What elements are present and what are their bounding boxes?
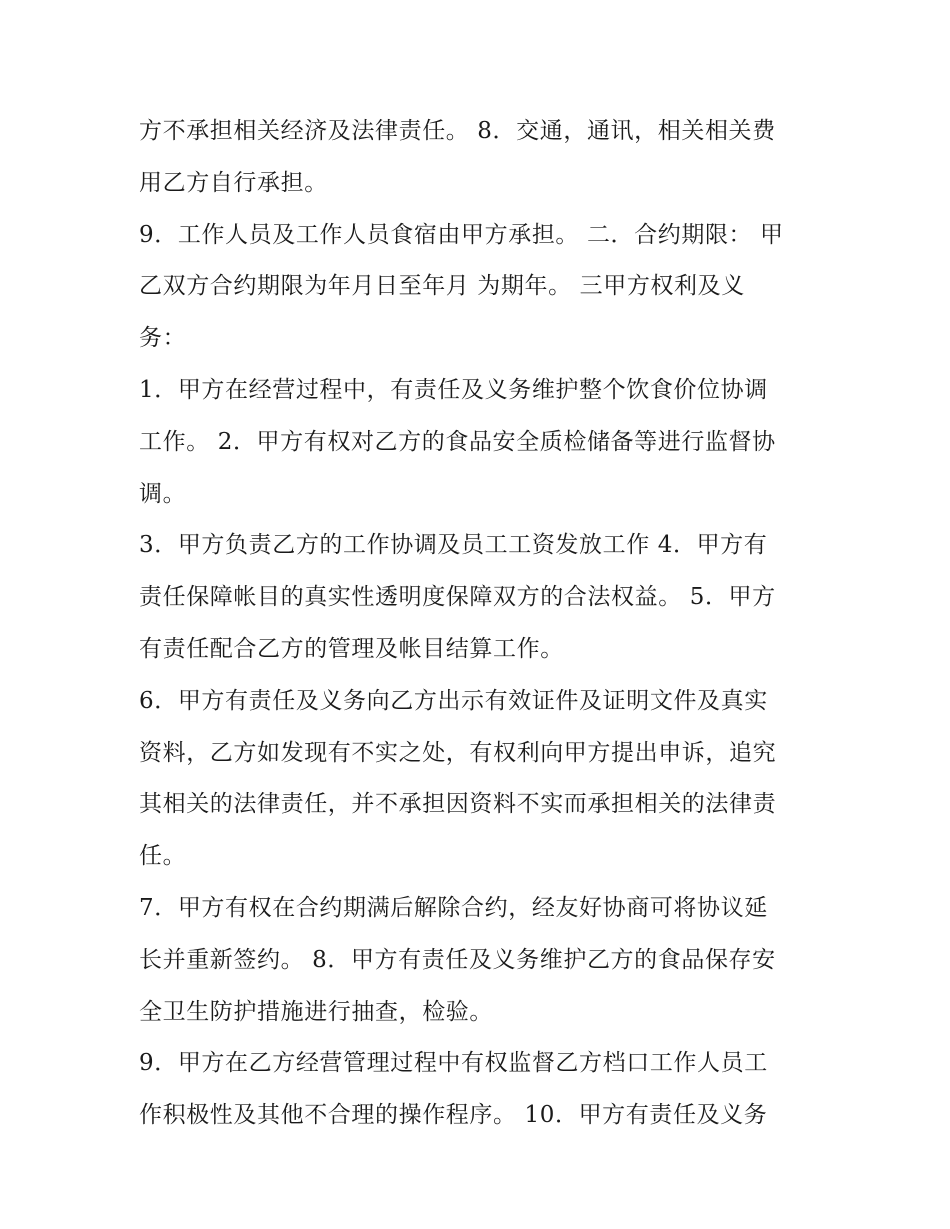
document-body [139, 106, 819, 1142]
text-line: 7．甲方有权在合约期满后解除合约，经友好协商可将协议延 [139, 894, 768, 921]
text-line: 6．甲方有责任及义务向乙方出示有效证件及证明文件及真实 [139, 687, 768, 714]
text-line: 9．工作人员及工作人员食宿由甲方承担。 二．合约期限： 甲 [139, 221, 784, 248]
text-line: 全卫生防护措施进行抽查，检验。 [139, 998, 493, 1025]
text-line: 有责任配合乙方的管理及帐目结算工作。 [139, 635, 564, 662]
text-line: 责任保障帐目的真实性透明度保障双方的合法权益。 5．甲方 [139, 584, 776, 611]
text-line: 方不承担相关经济及法律责任。 8．交通，通讯，相关相关费 [139, 118, 776, 144]
text-line: 务： [139, 325, 187, 352]
text-line: 资料，乙方如发现有不实之处，有权利向甲方提出申诉，追究 [139, 739, 777, 766]
text-line: 作积极性及其他不合理的操作程序。 10．甲方有责任及义务 [139, 1102, 768, 1129]
text-line: 工作。 2．甲方有权对乙方的食品安全质检储备等进行监督协 [139, 428, 776, 455]
text-line: 用乙方自行承担。 [139, 169, 328, 196]
text-line: 调。 [139, 480, 187, 507]
text-line: 长并重新签约。 8．甲方有责任及义务维护乙方的食品保存安 [139, 946, 776, 973]
text-line: 3．甲方负责乙方的工作协调及员工工资发放工作 4．甲方有 [139, 532, 768, 559]
text-line: 1．甲方在经营过程中，有责任及义务维护整个饮食价位协调 [139, 376, 768, 403]
text-line: 任。 [139, 843, 187, 870]
text-line: 9．甲方在乙方经营管理过程中有权监督乙方档口工作人员工 [139, 1050, 768, 1077]
text-line: 乙双方合约期限为年月日至年月 为期年。 三甲方权利及义 [139, 273, 745, 300]
text-line: 其相关的法律责任，并不承担因资料不实而承担相关的法律责 [139, 791, 777, 818]
